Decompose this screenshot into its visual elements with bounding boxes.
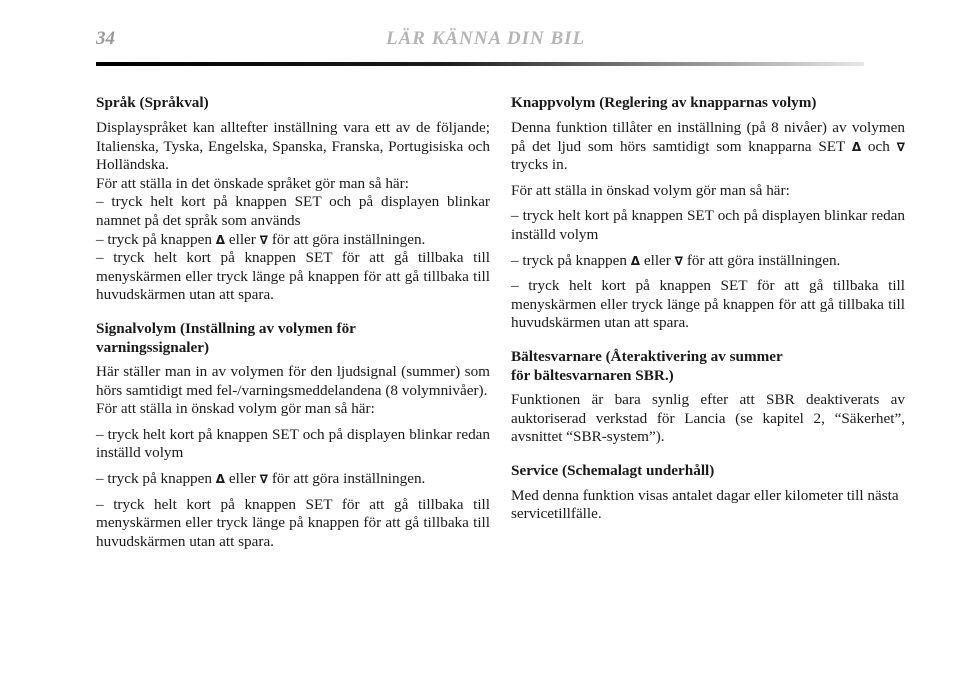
paragraph: – tryck på knappen Δ eller ∇ för att göra inställningen. — [96, 230, 426, 248]
paragraph: – tryck på knappen Δ eller ∇ för att göra inställningen. — [96, 469, 426, 487]
left-column — [96, 93, 490, 558]
header-rule — [96, 62, 864, 66]
paragraph: – tryck helt kort på knappen SET för att gå tillbaka till menyskärmen eller tryck länge på knappen för att gå tillbaka till huvudskärmen utan att spara. — [96, 495, 490, 550]
paragraph: Denna funktion tillåter en inställning (på 8 nivåer) av volymen på det ljud som hörs samtidigt som knapparna SET Δ och ∇ trycks in. — [511, 119, 906, 174]
running-title: LÄR KÄNNA DIN BIL — [386, 28, 586, 49]
paragraph: – tryck helt kort på knappen SET för att gå tillbaka till menyskärmen eller tryck länge på knappen för att gå tillbaka till huvudskärmen utan att spara. — [511, 277, 905, 332]
paragraph: Med denna funktion visas antalet dagar eller kilometer till nästa servicetillfälle. — [511, 486, 899, 523]
section-title-knappvolym: Knappvolym (Reglering av knapparnas volym) — [511, 94, 817, 111]
paragraph: – tryck helt kort på knappen SET för att gå tillbaka till menyskärmen eller tryck länge på knappen för att gå tillbaka till huvudskärmen utan att spara. — [96, 249, 490, 304]
paragraph: För att ställa in önskad volym gör man så här: — [511, 181, 790, 199]
section-title-sprak: Språk (Språkval) — [96, 94, 209, 111]
paragraph: Funktionen är bara synlig efter att SBR deaktiverats av auktoriserad verkstad för Lancia (se kapitel 2, “Säkerhet”, avsnittet “SBR-system”). — [511, 390, 905, 446]
down-triangle-icon: ∇ — [259, 471, 269, 486]
right-column — [511, 93, 905, 531]
paragraph: För att ställa in det önskade språket gör man så här: — [96, 174, 409, 192]
paragraph: – tryck helt kort på knappen SET och på displayen blinkar namnet på det språk som används — [96, 193, 490, 229]
paragraph: Displayspråket kan alltefter inställning vara ett av de följande; Italienska, Tyska, Engelska, Spanska, Franska, Portugisiska och Holländska. — [96, 119, 490, 174]
down-triangle-icon: ∇ — [896, 139, 906, 154]
paragraph: För att ställa in önskad volym gör man så här: — [96, 400, 375, 418]
up-triangle-icon: Δ — [851, 139, 862, 154]
section-title-service: Service (Schemalagt underhåll) — [511, 461, 715, 479]
paragraph: – tryck på knappen Δ eller ∇ för att göra inställningen. — [511, 251, 841, 269]
paragraph: – tryck helt kort på knappen SET och på displayen blinkar redan inställd volym — [96, 425, 490, 462]
up-triangle-icon: Δ — [215, 471, 226, 486]
section-title-baltesvarnare: Bältesvarnare (Återaktivering av summer för bältesvarnaren SBR.) — [511, 347, 783, 384]
page-header — [96, 26, 866, 66]
paragraph: – tryck helt kort på knappen SET och på displayen blinkar redan inställd volym — [511, 207, 905, 243]
section-title-signalvolym: Signalvolym (Inställning av volymen för varningssignaler) — [96, 319, 356, 356]
down-triangle-icon: ∇ — [259, 232, 269, 247]
page-number: 34 — [96, 28, 115, 49]
down-triangle-icon: ∇ — [674, 253, 684, 268]
paragraph: Här ställer man in av volymen för den ljudsignal (summer) som hörs samtidigt med fel-/varningsmeddelandena (8 volymnivåer). — [96, 362, 490, 399]
up-triangle-icon: Δ — [630, 253, 641, 268]
up-triangle-icon: Δ — [215, 232, 226, 247]
